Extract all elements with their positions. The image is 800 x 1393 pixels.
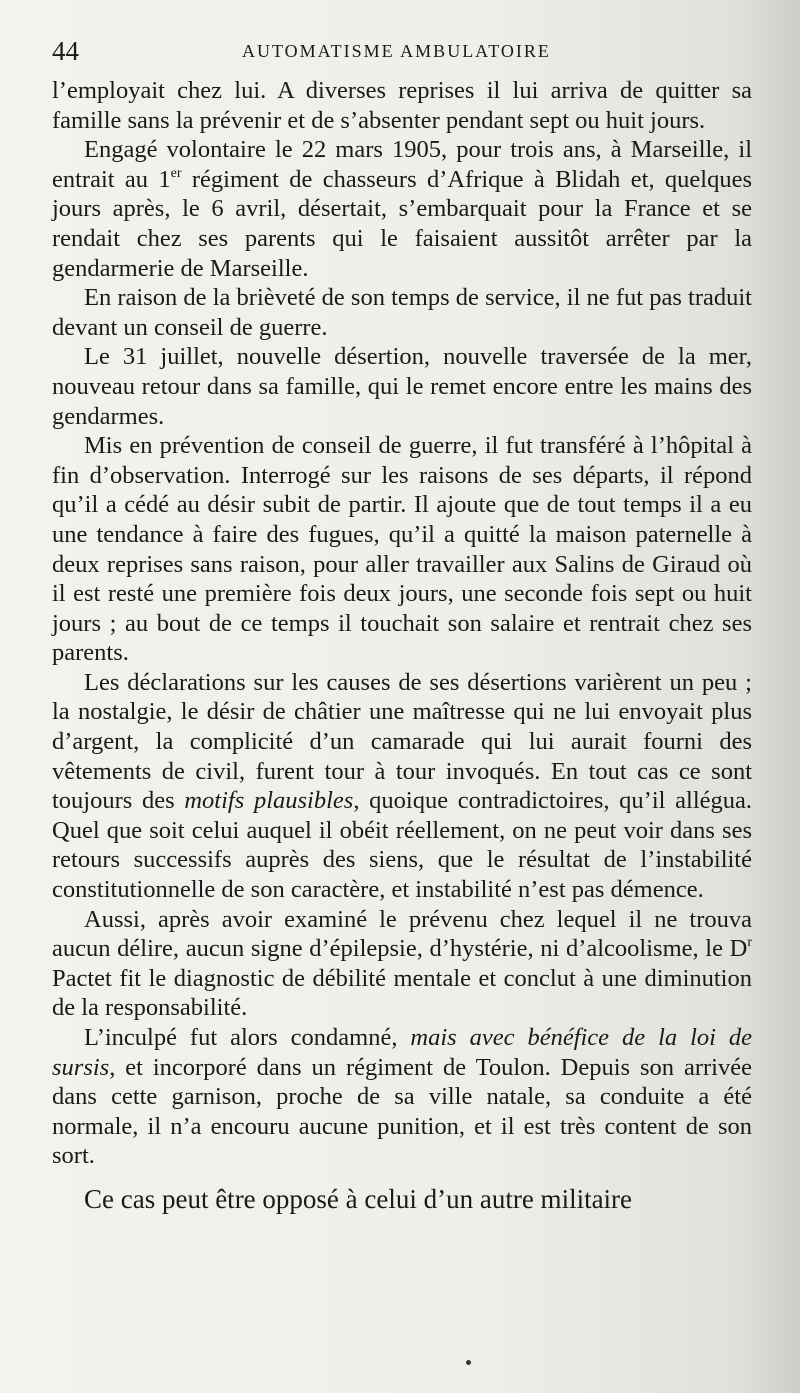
paragraph-2-text-b: régiment de chasseurs d’Afrique à Blidah et, quelques jours après, le 6 avril, désertait, s’embarquait pour la France et se rendait chez ses parents qui le faisaient aussitôt arrêter par la gendarmerie de Marseille. [52, 165, 752, 282]
italic-phrase-sursis: mais avec bénéfice de la loi de sursis [52, 1024, 752, 1081]
paragraph-4-text: Le 31 juillet, nouvelle désertion, nouvelle traversée de la mer, nouveau retour dans sa famille, qui le remet encore entre les mains des gendarmes. [52, 343, 752, 430]
paragraph-7 [52, 905, 752, 1023]
paragraph-3-text: En raison de la brièveté de son temps de service, il ne fut pas traduit devant un conseil de guerre. [52, 284, 752, 341]
ordinal-superscript: er [170, 165, 182, 181]
paragraph-6-text-a: Les déclarations sur les causes de ses désertions varièrent un peu ; la nostalgie, le désir de châtier une maîtresse qui ne lui envoyait plus d’argent, la complicité d’un camarade qui lui aurait fourni des vêtements de civil, furent tour à tour invoqués. En tout cas ce sont toujours des [52, 668, 752, 815]
paragraph-3 [52, 283, 752, 342]
page-header [52, 36, 752, 66]
paragraph-6-text-b: , quoique contradictoires, qu’il allégua. Quel que soit celui auquel il obéit réellement, on ne peut voir dans ses retours successifs auprès des siens, que le résultat de l’instabilité constitutionnelle de son caractère, et instabilité n’est pas démence. [52, 787, 752, 904]
paragraph-6 [52, 668, 752, 905]
paragraph-8 [52, 1023, 752, 1171]
paragraph-9-text: Ce cas peut être opposé à celui d’un autre militaire [84, 1183, 633, 1214]
paragraph-5 [52, 431, 752, 668]
paragraph-7-text-b: Pactet fit le diagnostic de débilité mentale et conclut à une diminution de la responsabilité. [52, 964, 752, 1022]
running-head: AUTOMATISME AMBULATOIRE [242, 41, 551, 61]
body-text [52, 76, 752, 1215]
doctor-superscript: r [747, 935, 752, 951]
page-number: 44 [52, 36, 79, 66]
paragraph-1 [52, 76, 752, 135]
paragraph-8-text-a: L’inculpé fut alors condamné, [84, 1024, 411, 1051]
paragraph-2 [52, 135, 752, 283]
paragraph-7-text-a: Aussi, après avoir examiné le prévenu chez lequel il ne trouva aucun délire, aucun signe d’épilepsie, d’hystérie, ni d’alcoolisme, le D [52, 905, 752, 963]
paragraph-8-text-b: , et incorporé dans un régiment de Toulon. Depuis son arrivée dans cette garnison, proche de sa ville natale, sa conduite a été normale, il n’a encouru aucune punition, et il est très content de son sort. [52, 1053, 752, 1170]
paragraph-2-text-a: Engagé volontaire le 22 mars 1905, pour trois ans, à Marseille, il entrait au 1 [52, 136, 752, 193]
paragraph-4 [52, 342, 752, 431]
paragraph-5-text: Mis en prévention de conseil de guerre, il fut transféré à l’hôpital à fin d’observation. Interrogé sur les raisons de ses départs, il répond qu’il a cédé au désir subit de partir. Il ajoute que de tout temps il a eu une tendance à faire des fugues, qu’il a quitté la maison paternelle à deux reprises sans raison, pour aller travailler aux Salins de Giraud où il est resté une première fois deux jours, une seconde fois sept ou huit jours ; au bout de ce temps il touchait son salaire et rentrait chez ses parents. [52, 432, 752, 667]
paragraph-9 [52, 1183, 752, 1215]
ink-dot [466, 1360, 471, 1365]
paragraph-1-text: l’employait chez lui. A diverses reprises il lui arriva de quitter sa famille sans la prévenir et de s’absenter pendant sept ou huit jours. [52, 77, 752, 134]
italic-phrase-motifs: motifs plausibles [184, 787, 354, 815]
